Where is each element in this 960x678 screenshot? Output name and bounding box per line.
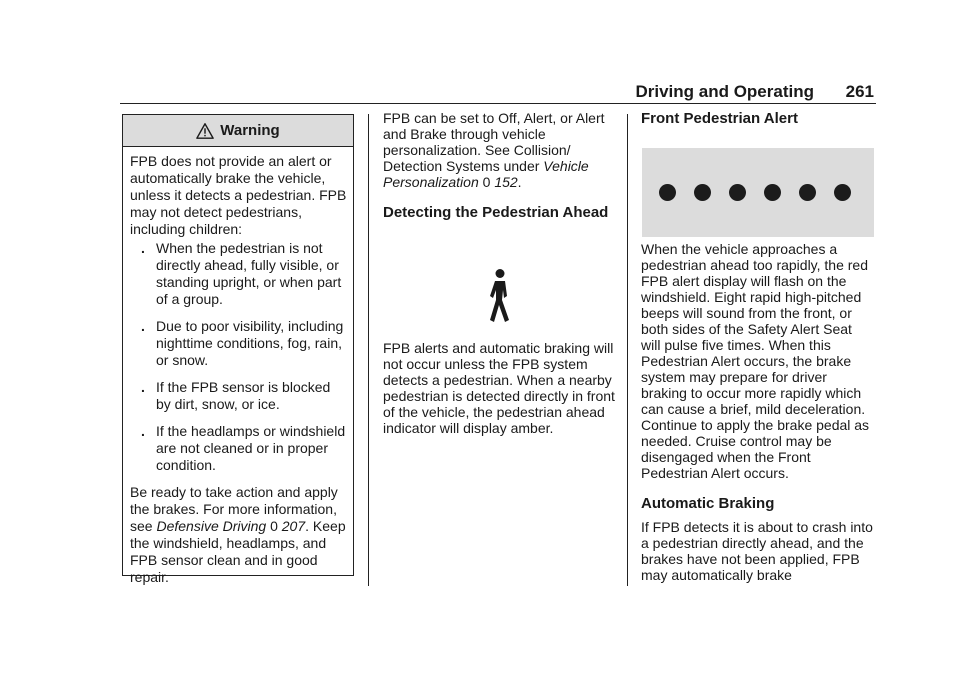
paragraph-end: . — [517, 174, 522, 190]
paragraph-text: FPB can be set to Off, Alert, or Alert and Brake through vehicle personalization. See Collision/ Detection Systems under — [383, 110, 605, 174]
section-heading: Detecting the Pedestrian Ahead — [383, 204, 609, 221]
page-ref-207[interactable]: 207 — [281, 518, 306, 534]
front-alert-paragraph: When the vehicle approaches a pedestrian ahead too rapidly, the red FPB alert display will flash on the windshield. Eight rapid high-pitched beeps will sound from the front, or both sides of the Safety Alert Seat will pulse five times. When this Pedestrian Alert occurs, the brake system may prepare for driver braking to occur more rapidly which can cause a brief, mild deceleration. Continue to apply the brake pedal as needed. Cruise control may be disengaged when the Front Pedestrian Alert occurs. — [641, 241, 870, 481]
pedestrian-icon — [480, 268, 520, 324]
detecting-paragraph: FPB alerts and automatic braking will not occur unless the FPB system detects a pedestrian. When a nearby pedestrian is detected directly in front of the vehicle, the pedestrian ahead indicator will display amber. — [383, 340, 615, 436]
list-item: . If the FPB sensor is blocked by dirt, snow, or ice. — [130, 379, 347, 413]
page-ref-arrow: 0 — [270, 518, 278, 534]
warning-body — [123, 147, 353, 586]
warning-title: Warning — [220, 121, 280, 139]
fpb-alert-display-icon — [642, 148, 874, 237]
page-number: 261 — [845, 82, 874, 101]
warning-header — [123, 115, 353, 147]
alert-dot — [799, 184, 816, 201]
page-ref-arrow: 0 — [482, 174, 491, 190]
link-vehicle-personalization[interactable]: Vehicle Personalization — [383, 158, 589, 190]
page-header — [120, 82, 876, 104]
bullet-text: When the pedestrian is not directly ahead, fully visible, or standing upright, or when part of a group. — [156, 240, 342, 307]
warning-intro: FPB does not provide an alert or automatically brake the vehicle, unless it detects a pedestrian. FPB may not detect pedestrians, including children: — [130, 153, 347, 237]
link-defensive-driving[interactable]: Defensive Driving — [156, 518, 267, 534]
alert-dot — [659, 184, 676, 201]
alert-dot — [694, 184, 711, 201]
warning-outro-end: . Keep the windshield, headlamps, and FPB sensor clean and in good repair. — [130, 518, 346, 585]
section-heading: Automatic Braking — [641, 495, 775, 512]
alert-dot — [764, 184, 781, 201]
list-item: . If the headlamps or windshield are not cleaned or in proper condition. — [141, 423, 346, 473]
warning-outro — [130, 484, 347, 586]
warning-outro-text: Be ready to take action and apply the brakes. For more information, see — [130, 484, 338, 534]
column-divider — [368, 114, 369, 586]
warning-triangle-icon — [196, 122, 214, 140]
alert-dot — [729, 184, 746, 201]
bullet-text: Due to poor visibility, including nighttime conditions, fog, rain, or snow. — [156, 318, 344, 368]
page-ref-152[interactable]: 152 — [494, 174, 518, 190]
list-item: . When the pedestrian is not directly ahead, fully visible, or standing upright, or when part of a group. — [130, 240, 347, 308]
warning-bullet-list — [130, 240, 347, 474]
bullet-text: If the headlamps or windshield are not cleaned or in proper condition. — [156, 423, 346, 473]
alert-dot — [834, 184, 851, 201]
bullet-text: If the FPB sensor is blocked by dirt, snow, or ice. — [156, 379, 331, 412]
section-heading: Front Pedestrian Alert — [641, 110, 798, 127]
list-item: . Due to poor visibility, including nighttime conditions, fog, rain, or snow. — [130, 318, 347, 369]
header-title: Driving and Operating — [635, 82, 814, 101]
automatic-braking-paragraph: If FPB detects it is about to crash into a pedestrian directly ahead, and the brakes have not been applied, FPB may automatically brake — [641, 519, 873, 583]
column-divider — [627, 114, 628, 586]
personalization-paragraph — [383, 110, 615, 190]
warning-box — [122, 114, 354, 585]
